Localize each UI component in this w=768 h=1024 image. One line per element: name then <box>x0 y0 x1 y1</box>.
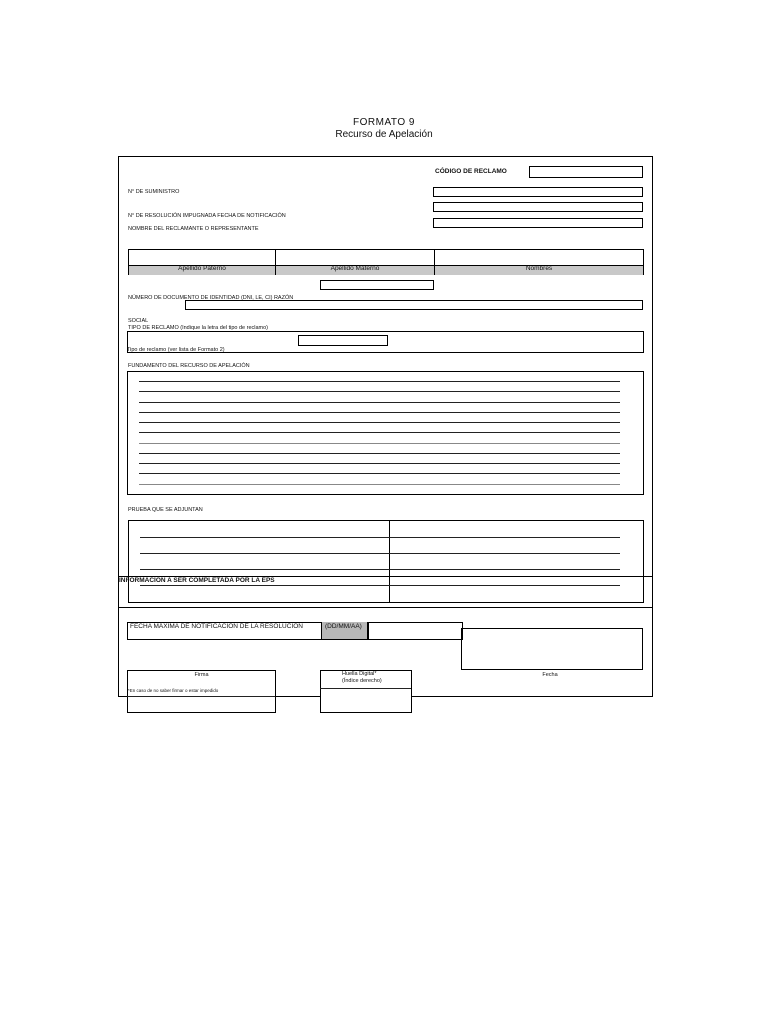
fecha-box[interactable] <box>461 628 643 670</box>
documento-field[interactable] <box>185 300 643 310</box>
firma-note: *En caso de no saber firmar o estar impedido <box>128 688 219 693</box>
fecha-maxima-field[interactable] <box>367 622 463 640</box>
suministro-label: N° DE SUMINISTRO <box>128 189 180 195</box>
social-label: SOCIAL <box>128 318 149 324</box>
reclamante-label: NOMBRE DEL RECLAMANTE O REPRESENTANTE <box>128 226 259 232</box>
fecha-notificacion-field[interactable] <box>433 218 643 228</box>
fundamento-textarea[interactable] <box>127 371 644 495</box>
huella-label: Huella Digital* <box>342 671 377 677</box>
eps-label: INFORMACIÓN A SER COMPLETADA POR LA EPS <box>119 577 275 584</box>
firma-label: Firma <box>194 672 209 678</box>
apellido-paterno-header: Apellido Paterno <box>178 265 226 272</box>
prueba-label: PRUEBA QUE SE ADJUNTAN <box>128 507 203 513</box>
huella-note: (Índice derecho) <box>342 678 382 684</box>
fecha-maxima-label: FECHA MÁXIMA DE NOTIFICACIÓN DE LA RESOLUCIÓN <box>130 623 304 630</box>
format-title: FORMATO 9 <box>353 117 415 128</box>
tipo-reclamo-note: Tipo de reclamo (ver lista de Formato 2) <box>127 347 225 353</box>
resolucion-field[interactable] <box>433 202 643 212</box>
date-format-label: (DD/MM/AA) <box>325 623 362 630</box>
apellido-materno-header: Apellido Materno <box>330 265 380 272</box>
codigo-reclamo-field[interactable] <box>529 166 643 178</box>
tipo-reclamo-field[interactable] <box>298 335 388 346</box>
nombres-header: Nombres <box>525 265 553 272</box>
suministro-field[interactable] <box>433 187 643 197</box>
documento-small-field[interactable] <box>320 280 434 290</box>
fecha-label: Fecha <box>542 672 558 678</box>
page-subtitle: Recurso de Apelación <box>335 129 433 140</box>
prueba-table[interactable] <box>128 520 644 603</box>
codigo-reclamo-label: CÓDIGO DE RECLAMO <box>435 168 507 175</box>
resolucion-label: N° DE RESOLUCIÓN IMPUGNADA FECHA DE NOTIFICACIÓN <box>128 213 286 219</box>
documento-label: NÚMERO DE DOCUMENTO DE IDENTIDAD (DNI, LE, CI) RAZÓN <box>128 295 294 301</box>
tipo-reclamo-label: TIPO DE RECLAMO (Indique la letra del tipo de reclamo) <box>128 325 269 331</box>
fundamento-label: FUNDAMENTO DEL RECURSO DE APELACIÓN <box>128 363 250 369</box>
